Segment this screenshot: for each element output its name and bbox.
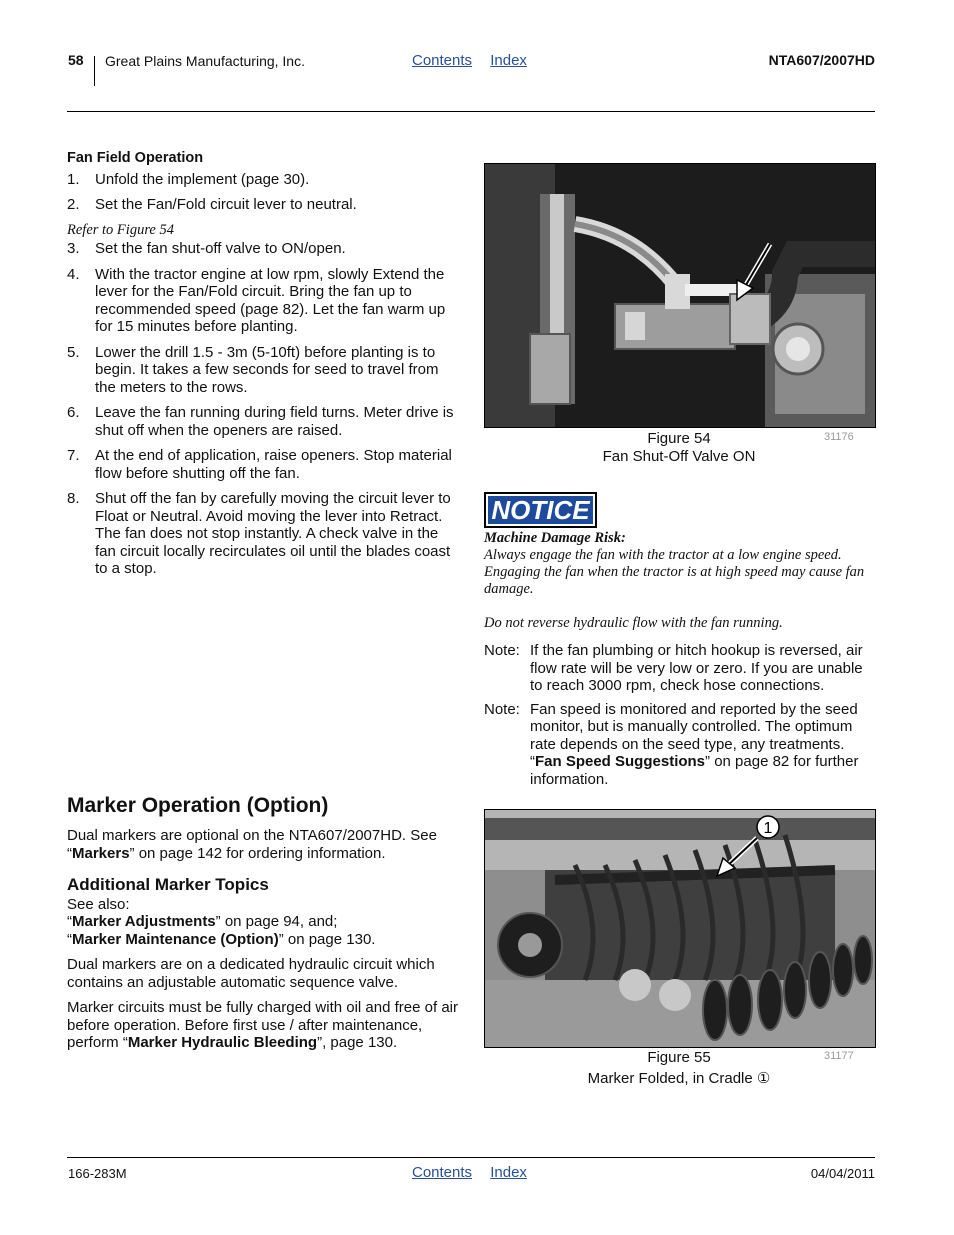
notice-flow-text: Do not reverse hydraulic flow with the fan running. bbox=[484, 615, 783, 631]
fan-field-section bbox=[67, 150, 459, 586]
step-number: 4. bbox=[67, 265, 80, 283]
header-nav bbox=[412, 52, 541, 69]
contents-link[interactable]: Contents bbox=[412, 52, 473, 69]
step-text: At the end of application, raise openers. Stop material flow before shutting off the fan. bbox=[95, 447, 452, 482]
header-rule bbox=[67, 111, 875, 112]
notes-section bbox=[484, 642, 876, 794]
notice-risk-title: Machine Damage Risk: bbox=[484, 530, 626, 546]
step-number: 2. bbox=[67, 196, 80, 213]
xref-markers: Markers bbox=[72, 844, 130, 862]
notice-body bbox=[484, 530, 876, 632]
page-number: 58 bbox=[68, 52, 84, 68]
step-text: Shut off the fan by carefully moving the circuit lever to Float or Neutral. Avoid moving the lever into Retract. The fan does not stop instantly. A check valve in the fan circuit locally recirculates oil until the blades coast to a stop. bbox=[95, 490, 451, 577]
xref-fan-speed: Fan Speed Suggestions bbox=[535, 753, 706, 770]
figure-54-photo bbox=[484, 163, 876, 428]
figure-55-photo-id: 31177 bbox=[824, 1050, 854, 1062]
step-item bbox=[67, 404, 459, 439]
step-text: With the tractor engine at low rpm, slowly Extend the lever for the Fan/Fold circuit. Bring the fan up to recommended speed (page 82). Let the fan warm up for 15 minutes before planting. bbox=[95, 265, 446, 335]
marker-para-1: Dual markers are on a dedicated hydraulic circuit which contains an adjustable automatic sequence valve. bbox=[67, 956, 435, 991]
marker-para-2: Marker circuits must be fully charged with oil and free of air before operation. Before first use / after maintenance, perform “Marker Hydraulic Bleeding”, page 130. bbox=[67, 999, 458, 1051]
step-text: Leave the fan running during field turns. Meter drive is shut off when the openers are raised. bbox=[95, 404, 454, 439]
note-label: Note: bbox=[484, 700, 520, 718]
notice-risk-text: Always engage the fan with the tractor at a low engine speed. Engaging the fan when the tractor is at high speed may cause fan damage. bbox=[484, 547, 865, 597]
see-also-label: See also: bbox=[67, 895, 130, 913]
xref-item: “Marker Adjustments” on page 94, and; bbox=[67, 913, 338, 930]
step-item bbox=[67, 240, 459, 258]
fan-field-title: Fan Field Operation bbox=[67, 150, 204, 166]
step-item bbox=[67, 266, 459, 336]
marker-section bbox=[67, 827, 459, 1060]
step-number: 6. bbox=[67, 404, 80, 421]
steps-list-a bbox=[67, 171, 459, 214]
footer-rule bbox=[67, 1157, 875, 1158]
step-item bbox=[67, 490, 459, 578]
marker-topics-title: Additional Marker Topics bbox=[67, 875, 269, 894]
step-number: 8. bbox=[67, 490, 80, 507]
marker-intro: Dual markers are optional on the NTA607/2007HD. See “Markers” on page 142 for ordering information. bbox=[67, 827, 437, 862]
marker-section-title: Marker Operation (Option) bbox=[67, 794, 329, 817]
step-text: Unfold the implement (page 30). bbox=[95, 170, 310, 188]
refer-figure: Refer to Figure 54 bbox=[67, 221, 174, 238]
figure-54-photo-id: 31176 bbox=[824, 431, 854, 443]
step-number: 3. bbox=[67, 240, 80, 257]
step-number: 1. bbox=[67, 170, 80, 188]
step-number: 5. bbox=[67, 343, 80, 361]
marker-photo-illustration bbox=[485, 810, 875, 1047]
xref-marker-adjustments: Marker Adjustments bbox=[72, 913, 216, 930]
xref-hydraulic-bleeding: Marker Hydraulic Bleeding bbox=[127, 1034, 318, 1051]
step-item bbox=[67, 171, 459, 189]
figure-54-number: Figure 54 bbox=[647, 430, 711, 447]
index-link[interactable]: Index bbox=[490, 52, 527, 69]
figure-54-title: Fan Shut-Off Valve ON bbox=[602, 448, 756, 465]
note-text: Fan speed is monitored and reported by the seed monitor, but is manually controlled. The optimum rate depends on the seed type, any treatments. “Fan Speed Suggestions” on page 82 for further information. bbox=[530, 700, 859, 788]
note-text: If the fan plumbing or hitch hookup is reversed, air flow rate will be very low or zero. If you are unable to reach 3000 rpm, check hose connections. bbox=[530, 642, 863, 694]
footer-index-link[interactable]: Index bbox=[490, 1164, 527, 1181]
note-item bbox=[484, 701, 876, 789]
company-name: Great Plains Manufacturing, Inc. bbox=[105, 53, 305, 69]
valve-photo-illustration bbox=[485, 164, 875, 427]
step-item bbox=[67, 344, 459, 397]
figure-55-title: Marker Folded, in Cradle ① bbox=[587, 1070, 771, 1087]
step-item bbox=[67, 447, 459, 482]
figure-55-number: Figure 55 bbox=[647, 1049, 711, 1066]
step-number: 7. bbox=[67, 447, 80, 464]
figure-55-photo bbox=[484, 809, 876, 1048]
figure-54-caption bbox=[484, 430, 874, 466]
notice-badge: NOTICE bbox=[484, 492, 597, 528]
callout-number: 1 bbox=[763, 820, 773, 837]
xref-item: “Marker Maintenance (Option)” on page 130. bbox=[67, 930, 376, 948]
header-divider bbox=[94, 56, 95, 86]
note-item bbox=[484, 642, 876, 695]
step-item bbox=[67, 196, 459, 214]
note-label: Note: bbox=[484, 642, 520, 659]
footer-contents-link[interactable]: Contents bbox=[412, 1164, 473, 1181]
step-text: Lower the drill 1.5 - 3m (5-10ft) before planting is to begin. It takes a few seconds for seed to travel from the meters to the rows. bbox=[95, 343, 439, 396]
footer-date: 04/04/2011 bbox=[810, 1166, 875, 1181]
xref-marker-maintenance: Marker Maintenance (Option) bbox=[72, 930, 279, 948]
figure-55-caption bbox=[484, 1049, 874, 1088]
steps-list-b bbox=[67, 240, 459, 578]
footer-nav bbox=[412, 1164, 541, 1181]
model-name: NTA607/2007HD bbox=[768, 52, 875, 68]
step-text: Set the fan shut-off valve to ON/open. bbox=[95, 240, 346, 257]
step-text: Set the Fan/Fold circuit lever to neutral. bbox=[95, 196, 357, 213]
doc-number: 166-283M bbox=[68, 1166, 127, 1181]
